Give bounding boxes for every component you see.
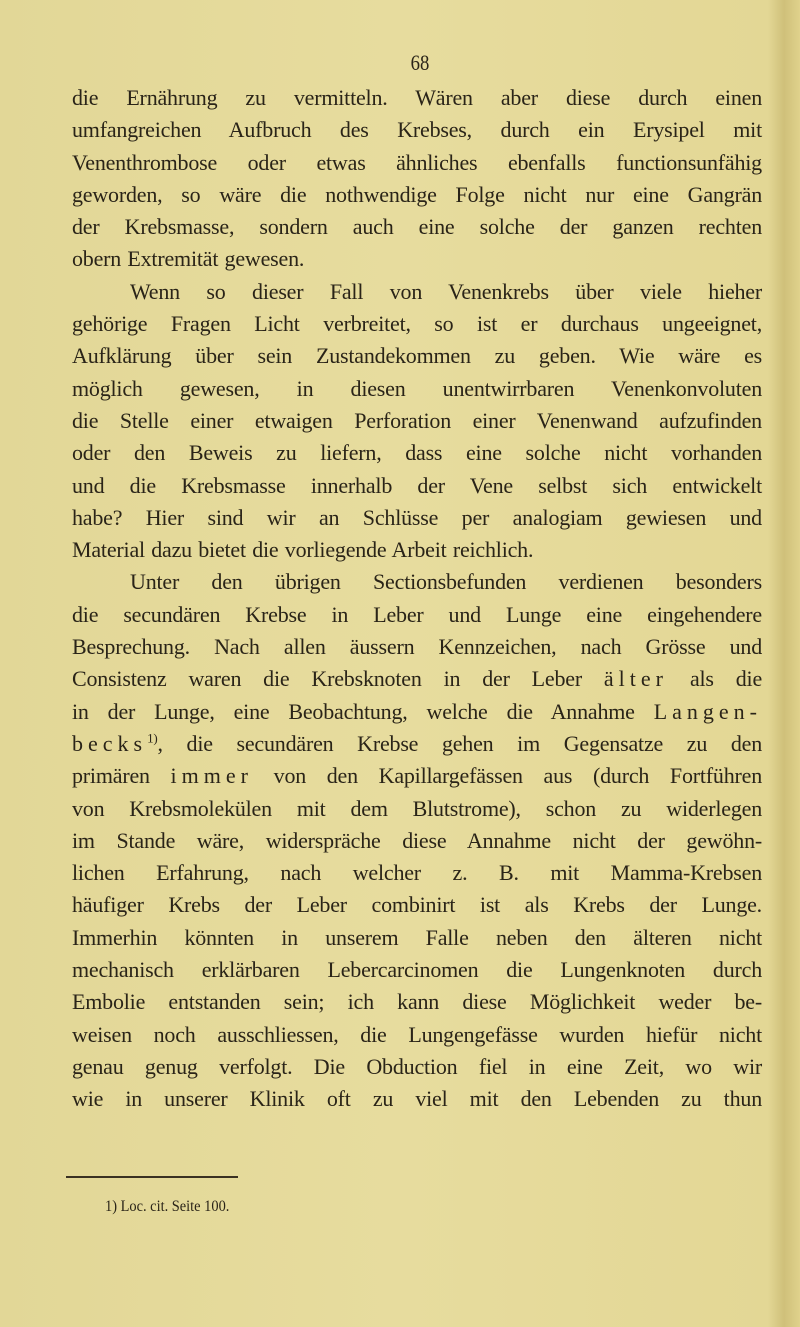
spaced-emphasis: älter xyxy=(603,666,668,692)
page-number: 68 xyxy=(410,50,430,75)
text-line xyxy=(72,1019,762,1051)
text-line xyxy=(72,276,762,308)
text-line xyxy=(72,986,762,1018)
text-segment: die Ernährung zu vermitteln. Wären aber diese durch einen xyxy=(72,85,762,110)
text-segment: von Krebsmolekülen mit dem Blutstrome), schon zu widerlegen xyxy=(72,795,762,821)
text-segment: geworden, so wäre die nothwendige Folge nicht nur eine Gangrän xyxy=(72,181,762,207)
text-segment: primären xyxy=(72,763,171,789)
text-line xyxy=(72,179,762,211)
text-segment: im Stande wäre, widerspräche diese Annahme nicht der gewöhn- xyxy=(72,827,762,853)
text-segment: möglich gewesen, in diesen unentwirrbaren Venenkonvoluten xyxy=(72,375,762,401)
text-segment: häufiger Krebs der Leber combinirt ist als Krebs der Lunge. xyxy=(72,892,762,918)
spaced-emphasis: Langen- xyxy=(653,698,762,724)
text-line xyxy=(72,922,762,954)
footnote: 1) Loc. cit. Seite 100. xyxy=(105,1198,230,1215)
text-line xyxy=(72,825,762,857)
text-line xyxy=(72,857,762,889)
text-segment: Material dazu bietet die vorliegende Arbeit reichlich. xyxy=(72,537,534,563)
text-line xyxy=(72,470,762,502)
text-line xyxy=(72,211,762,243)
text-segment: wie in unserer Klinik oft zu viel mit den Lebenden zu thun xyxy=(72,1086,762,1112)
text-line xyxy=(72,1051,762,1083)
text-line xyxy=(72,405,762,437)
text-segment: und die Krebsmasse innerhalb der Vene selbst sich entwickelt xyxy=(72,472,762,498)
text-segment: Embolie entstanden sein; ich kann diese Möglichkeit weder be- xyxy=(72,989,762,1015)
text-segment: Immerhin könnten in unserem Falle neben den älteren nicht xyxy=(72,924,762,950)
text-line xyxy=(72,760,762,792)
footnote-rule xyxy=(66,1176,238,1178)
text-segment: , die secundären Krebse gehen im Gegensatze zu den xyxy=(157,730,762,756)
text-line xyxy=(72,889,762,921)
text-segment: oder den Beweis zu liefern, dass eine solche nicht vorhanden xyxy=(72,440,762,466)
text-segment: Aufklärung über sein Zustandekommen zu geben. Wie wäre es xyxy=(72,343,762,369)
text-line xyxy=(72,631,762,663)
text-segment: der Krebsmasse, sondern auch eine solche der ganzen rechten xyxy=(72,214,762,240)
text-segment: habe? Hier sind wir an Schlüsse per analogiam gewiesen und xyxy=(72,504,762,530)
text-line xyxy=(72,502,762,534)
text-segment: in der Lunge, eine Beobachtung, welche die Annahme xyxy=(72,698,654,724)
text-line xyxy=(72,728,762,760)
text-line xyxy=(72,243,762,275)
text-line xyxy=(72,114,762,146)
text-segment: umfangreichen Aufbruch des Krebses, durch ein Erysipel mit xyxy=(72,117,762,143)
text-segment: die secundären Krebse in Leber und Lunge eine eingehendere xyxy=(72,601,762,627)
text-line xyxy=(72,147,762,179)
text-segment: Unter den übrigen Sectionsbefunden verdienen besonders xyxy=(130,569,762,595)
spaced-emphasis: becks xyxy=(72,730,148,756)
text-line xyxy=(72,1083,762,1115)
text-segment: gehörige Fragen Licht verbreitet, so ist er durchaus ungeeignet, xyxy=(72,311,762,337)
text-segment: Venenthrombose oder etwas ähnliches ebenfalls functionsunfähig xyxy=(72,149,762,175)
text-segment: als die xyxy=(668,666,763,692)
text-line xyxy=(72,954,762,986)
text-line xyxy=(72,373,762,405)
body-text xyxy=(72,82,762,1116)
text-segment: lichen Erfahrung, nach welcher z. B. mit Mamma-Krebsen xyxy=(72,860,762,886)
text-line xyxy=(72,696,762,728)
spaced-emphasis: immer xyxy=(170,763,253,789)
text-line xyxy=(72,793,762,825)
text-line xyxy=(72,82,762,114)
text-segment: weisen noch ausschliessen, die Lungengefässe wurden hiefür nicht xyxy=(72,1021,762,1047)
text-line xyxy=(72,534,762,566)
text-line xyxy=(72,308,762,340)
text-segment: genau genug verfolgt. Die Obduction fiel in eine Zeit, wo wir xyxy=(72,1053,762,1079)
text-segment: Consistenz waren die Krebsknoten in der Leber xyxy=(72,666,604,692)
text-segment: Besprechung. Nach allen äussern Kennzeichen, nach Grösse und xyxy=(72,634,762,660)
text-segment: die Stelle einer etwaigen Perforation einer Venenwand aufzufinden xyxy=(72,407,762,433)
text-segment: obern Extremität gewesen. xyxy=(72,246,305,272)
text-segment: mechanisch erklärbaren Lebercarcinomen die Lungenknoten durch xyxy=(72,957,762,983)
text-line xyxy=(72,566,762,598)
text-segment: von den Kapillargefässen aus (durch Fortführen xyxy=(252,763,763,789)
text-segment: Wenn so dieser Fall von Venenkrebs über viele hieher xyxy=(130,278,762,304)
text-line xyxy=(72,437,762,469)
text-line xyxy=(72,599,762,631)
text-line xyxy=(72,340,762,372)
footnote-ref: 1) xyxy=(147,730,158,746)
text-line xyxy=(72,663,762,695)
